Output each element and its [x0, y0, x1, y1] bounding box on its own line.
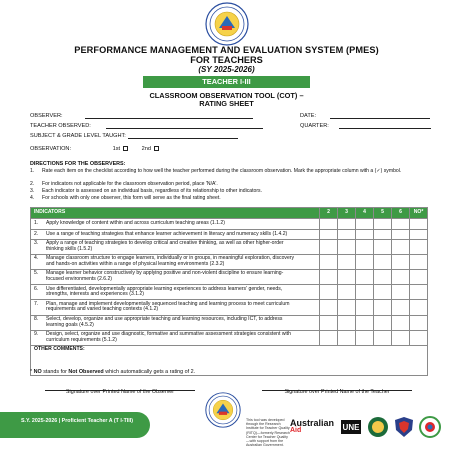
observation-label: OBSERVATION: — [30, 146, 72, 152]
footer-band-text: S.Y. 2025-2026 | Proficient Teacher A (T I-TIII) — [21, 418, 133, 424]
rating-cell[interactable] — [338, 254, 356, 269]
observer-input[interactable] — [85, 113, 253, 119]
rating-cell[interactable] — [338, 230, 356, 240]
rating-cell[interactable] — [338, 239, 356, 254]
teacher-signature-label: Signature over Printed Name of the Teacher — [284, 389, 390, 395]
rating-cell[interactable] — [410, 330, 428, 345]
australian-aid-logo-text: Australian — [290, 418, 335, 428]
comments-label: OTHER COMMENTS: — [34, 346, 85, 353]
note-no: NO — [33, 369, 42, 375]
rating-cell[interactable] — [410, 285, 428, 300]
quarter-field — [300, 123, 431, 129]
subject-input[interactable] — [128, 133, 238, 139]
second-label: 2nd — [141, 146, 151, 152]
rating-cell[interactable] — [356, 239, 374, 254]
teacher-band: TEACHER I-III — [143, 76, 310, 88]
table-row — [31, 300, 428, 315]
indicator-text: Manage learner behavior constructively by applying positive and non-violent discipline to ensure learning-focused environments (2.6.2) — [46, 270, 284, 283]
first-checkbox[interactable] — [123, 146, 128, 151]
rating-cell[interactable] — [338, 269, 356, 284]
note-prefix: * — [30, 369, 34, 375]
table-row — [31, 219, 428, 230]
rating-cell[interactable] — [392, 219, 410, 230]
table-row — [31, 269, 428, 284]
table-row — [31, 254, 428, 269]
rating-cell[interactable] — [356, 330, 374, 345]
direction-number: 1. — [30, 168, 35, 174]
rating-cell[interactable] — [374, 300, 392, 315]
rating-cell[interactable] — [338, 330, 356, 345]
col-5: 5 — [374, 208, 392, 219]
rating-cell[interactable] — [374, 239, 392, 254]
indicator-text: Apply knowledge of content within and across curriculum teaching areas (1.1.2) — [46, 219, 225, 226]
indicator-number: 1. — [34, 219, 39, 226]
rating-cell[interactable] — [374, 219, 392, 230]
direction-item — [30, 181, 430, 187]
indicator-number: 2. — [34, 230, 39, 237]
tool-title: CLASSROOM OBSERVATION TOOL (COT) – — [149, 91, 304, 100]
direction-text: For indicators not applicable for the classroom observation period, place 'N/A'. — [42, 181, 218, 187]
col-4: 4 — [356, 208, 374, 219]
rating-cell[interactable] — [356, 315, 374, 330]
deped-seal-icon — [205, 2, 249, 46]
indicator-text: Manage classroom structure to engage learners, individually or in groups, in meaningful exploration, discovery and hands-on activities within a range of physical learning environments (2.3.2) — [46, 255, 295, 267]
rating-cell[interactable] — [392, 300, 410, 315]
observation-field — [30, 146, 159, 152]
indicator-text: Select, develop, organize and use appropriate teaching and learning resources, including ICT, to address learning goals (4.5.2) — [46, 316, 283, 328]
table-row — [31, 315, 428, 330]
indicator-cell — [31, 219, 320, 230]
rating-cell[interactable] — [392, 239, 410, 254]
rating-cell[interactable] — [374, 285, 392, 300]
teacher-observed-field — [30, 123, 263, 129]
indicator-cell — [31, 230, 320, 240]
indicator-number: 8. — [34, 316, 39, 323]
rating-cell[interactable] — [410, 300, 428, 315]
indicator-cell — [31, 269, 320, 284]
rating-cell[interactable] — [356, 230, 374, 240]
page-title: PERFORMANCE MANAGEMENT AND EVALUATION SYSTEM (PMES) — [74, 45, 379, 55]
rating-cell[interactable] — [320, 285, 338, 300]
rating-cell[interactable] — [410, 239, 428, 254]
indicator-number: 7. — [34, 300, 39, 307]
indicator-number: 9. — [34, 331, 39, 338]
rating-cell[interactable] — [320, 230, 338, 240]
rating-table — [30, 207, 428, 376]
indicator-text: Use differentiated, developmentally appropriate learning experiences to address learners' gender, needs, strengths, interests and experiences (3.1.2) — [46, 285, 283, 298]
note — [30, 369, 195, 375]
page-subtitle: FOR TEACHERS — [190, 55, 263, 65]
deped-seal-icon — [205, 392, 241, 428]
australian-aid-logo-subtext: Aid — [290, 427, 302, 434]
rating-cell[interactable] — [374, 269, 392, 284]
col-6: 6 — [392, 208, 410, 219]
rating-cell[interactable] — [410, 315, 428, 330]
indicator-number: 4. — [34, 255, 39, 262]
rating-cell[interactable] — [320, 300, 338, 315]
ritq-logo-icon — [418, 416, 442, 438]
teacher-observed-label: TEACHER OBSERVED: — [30, 123, 91, 129]
indicator-number: 3. — [34, 240, 39, 247]
rating-cell[interactable] — [356, 254, 374, 269]
rating-cell[interactable] — [374, 254, 392, 269]
footer-band — [0, 412, 150, 438]
rating-cell[interactable] — [356, 269, 374, 284]
direction-text: Rate each item on the checklist according to how well the teacher performed during the classroom observation. Mark the appropriate column with a (✓) symbol. — [42, 168, 402, 174]
rating-cell[interactable] — [338, 219, 356, 230]
indicator-number: 6. — [34, 285, 39, 292]
rating-cell[interactable] — [320, 315, 338, 330]
rating-cell[interactable] — [320, 219, 338, 230]
indicator-text: Use a range of teaching strategies that enhance learner achievement in literacy and numeracy skills (1.4.2) — [46, 230, 288, 237]
rating-cell[interactable] — [410, 230, 428, 240]
une-logo-icon — [340, 416, 362, 438]
direction-item — [30, 168, 430, 180]
tool-subtitle: RATING SHEET — [199, 99, 254, 108]
svg-text:UNE: UNE — [342, 423, 360, 432]
observer-label: OBSERVER: — [30, 113, 63, 119]
indicator-cell — [31, 254, 320, 269]
direction-text: Each indicator is assessed on an individual basis, regardless of its relationship to other indicators. — [42, 188, 262, 194]
rating-cell[interactable] — [356, 285, 374, 300]
rating-cell[interactable] — [356, 300, 374, 315]
rating-cell[interactable] — [392, 330, 410, 345]
col-no: NO* — [410, 208, 428, 219]
rating-cell[interactable] — [320, 239, 338, 254]
direction-item — [30, 195, 430, 201]
date-label: DATE: — [300, 113, 317, 119]
school-year: (SY 2025-2026) — [198, 65, 255, 74]
date-field — [300, 113, 430, 119]
indicator-cell — [31, 239, 320, 254]
note-suffix: which automatically gets a rating of 2. — [103, 369, 196, 375]
rating-cell[interactable] — [374, 315, 392, 330]
university-logo-icon — [367, 416, 389, 438]
rating-cell[interactable] — [392, 285, 410, 300]
rating-cell[interactable] — [410, 269, 428, 284]
table-row — [31, 330, 428, 345]
table-header-row — [31, 208, 428, 219]
indicator-text: Apply a range of teaching strategies to develop critical and creative thinking, as well as other higher-order thinking skills (1.5.2) — [46, 240, 284, 252]
indicator-cell — [31, 300, 320, 315]
direction-number: 2. — [30, 181, 35, 187]
rating-cell[interactable] — [338, 285, 356, 300]
observer-signature-label: Signature over Printed Name of the Observer — [65, 389, 175, 395]
indicator-number: 5. — [34, 270, 39, 277]
subject-field — [30, 133, 238, 139]
direction-number: 3. — [30, 188, 35, 194]
quarter-input[interactable] — [339, 123, 431, 129]
note-mid: stands for — [41, 369, 69, 375]
col-3: 3 — [338, 208, 356, 219]
rating-cell[interactable] — [410, 219, 428, 230]
indicator-cell — [31, 285, 320, 300]
observer-field — [30, 113, 253, 119]
date-input[interactable] — [330, 113, 430, 119]
indicator-text: Plan, manage and implement developmentally sequenced teaching and learning process to meet curriculum requirements and varied teaching contexts (4.1.2) — [46, 300, 290, 313]
col-2: 2 — [320, 208, 338, 219]
rating-cell[interactable] — [374, 230, 392, 240]
indicator-text: Design, select, organize and use diagnostic, formative and summative assessment strategies consistent with curriculum requirements (5.1.2) — [46, 331, 291, 343]
rating-cell[interactable] — [356, 219, 374, 230]
shield-logo-icon — [394, 416, 414, 438]
partner-credit-text: This tool was developed through the Research Institute for Teacher Quality (RITQ)—formerly Research Center for Teacher Quality—with support from the Australian Government. — [246, 418, 290, 448]
table-row — [31, 239, 428, 254]
second-checkbox[interactable] — [154, 146, 159, 151]
note-not-observed: Not Observed — [68, 369, 104, 375]
direction-number: 4. — [30, 195, 35, 201]
rating-cell[interactable] — [320, 269, 338, 284]
rating-cell[interactable] — [320, 254, 338, 269]
rating-cell[interactable] — [392, 315, 410, 330]
rating-cell[interactable] — [320, 330, 338, 345]
indicator-cell — [31, 315, 320, 330]
col-indicators: INDICATORS — [31, 208, 320, 219]
table-row — [31, 230, 428, 240]
subject-label: SUBJECT & GRADE LEVEL TAUGHT: — [30, 133, 126, 139]
rating-cell[interactable] — [410, 254, 428, 269]
rating-cell[interactable] — [338, 315, 356, 330]
direction-item — [30, 188, 430, 194]
first-label: 1st — [112, 146, 121, 152]
table-row — [31, 285, 428, 300]
rating-cell[interactable] — [392, 230, 410, 240]
indicator-cell — [31, 330, 320, 345]
rating-cell[interactable] — [392, 269, 410, 284]
rating-cell[interactable] — [392, 254, 410, 269]
teacher-observed-input[interactable] — [106, 123, 263, 129]
quarter-label: QUARTER: — [300, 123, 329, 129]
direction-text: For schools with only one observer, this form will serve as the final rating sheet. — [42, 195, 221, 201]
directions-title: DIRECTIONS FOR THE OBSERVERS: — [30, 161, 126, 167]
rating-cell[interactable] — [374, 330, 392, 345]
rating-cell[interactable] — [338, 300, 356, 315]
